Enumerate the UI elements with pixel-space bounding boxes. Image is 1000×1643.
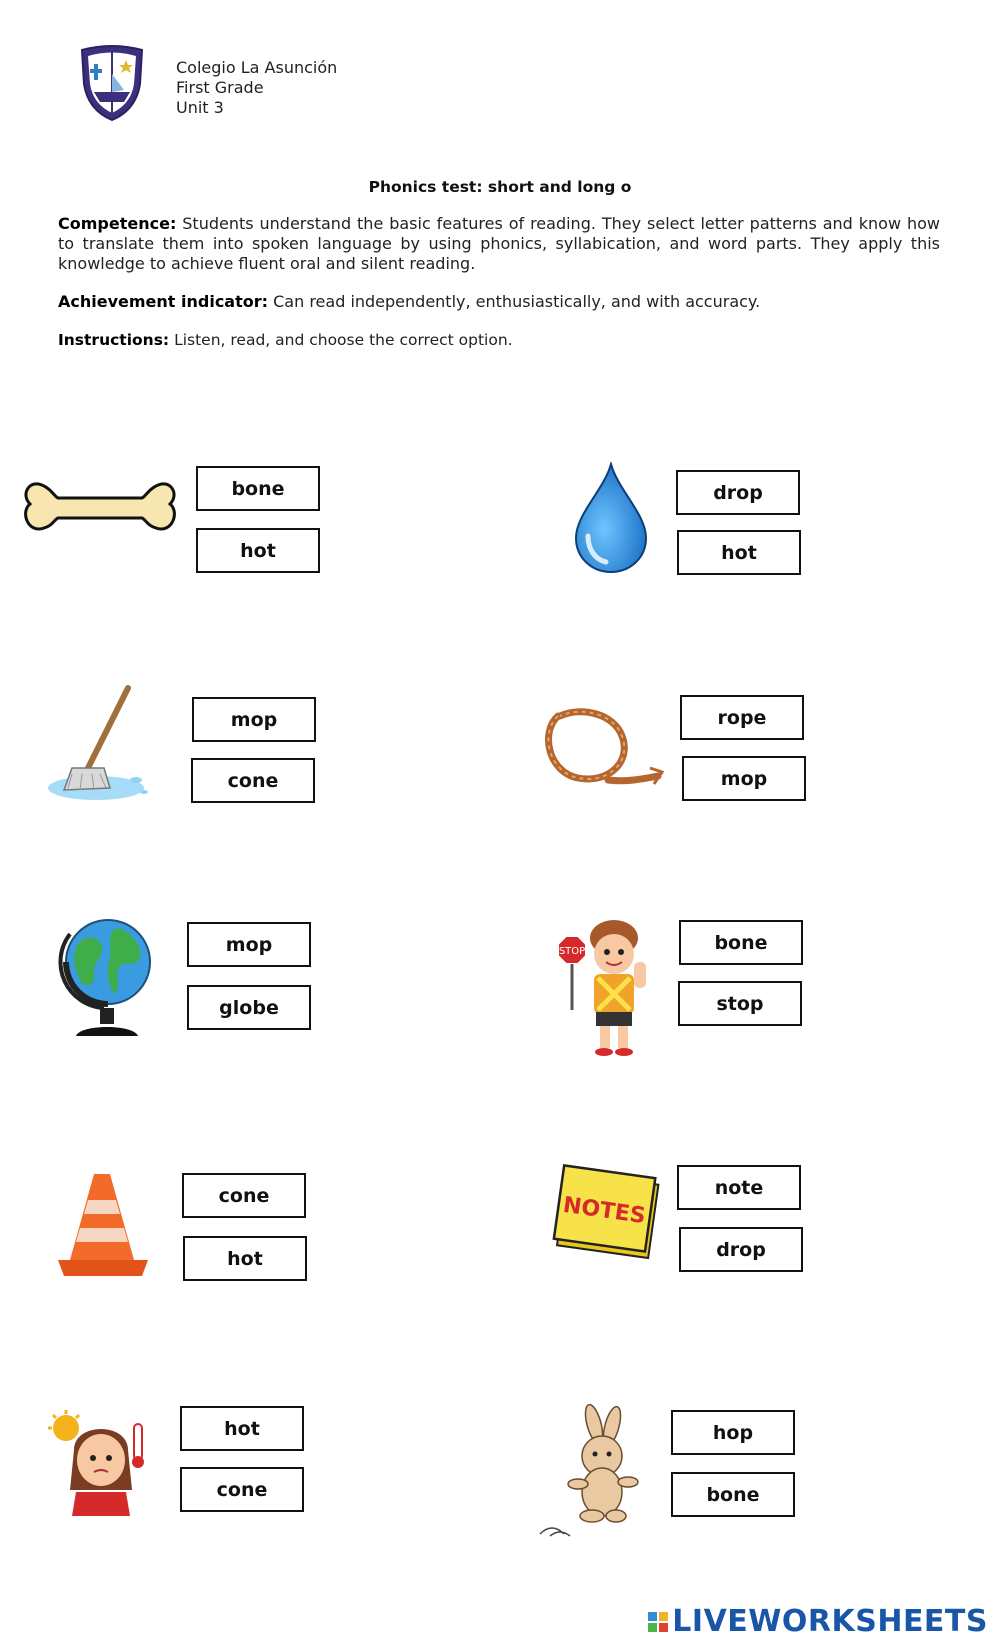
option-box[interactable]: bone [671, 1472, 795, 1517]
achievement-text: Can read independently, enthusiastically, and with accuracy. [268, 292, 761, 311]
option-box[interactable]: rope [680, 695, 804, 740]
instructions-label: Instructions: [58, 331, 170, 349]
option-box[interactable]: hot [183, 1236, 307, 1281]
option-box[interactable]: drop [676, 470, 800, 515]
liveworksheets-logo-icon [648, 1612, 668, 1632]
hopping-rabbit-icon [538, 1404, 648, 1540]
option-box[interactable]: mop [682, 756, 806, 801]
hot-girl-icon [48, 1410, 156, 1520]
achievement-paragraph [58, 292, 940, 312]
instructions-text: Listen, read, and choose the correct option. [169, 331, 513, 349]
option-box[interactable]: hot [180, 1406, 304, 1451]
stop-boy-icon [548, 918, 658, 1058]
stop-sign-text: STOP [558, 946, 586, 957]
competence-paragraph [58, 214, 940, 274]
school-crest-logo [78, 44, 146, 122]
option-box[interactable]: hot [677, 530, 801, 575]
competence-label: Competence: [58, 214, 177, 233]
notes-pad-text: NOTES [561, 1192, 648, 1230]
option-box[interactable]: cone [191, 758, 315, 803]
option-box[interactable]: bone [196, 466, 320, 511]
traffic-cone-icon [56, 1170, 150, 1280]
option-box[interactable]: note [677, 1165, 801, 1210]
competence-text: Students understand the basic features of reading. They select letter patterns and know how to translate them into spoken language by using phonics, syllabication, and word parts. They apply this knowledge to achieve fluent oral and silent reading. [58, 214, 940, 273]
water-drop-icon [572, 462, 650, 574]
globe-icon [56, 904, 156, 1040]
achievement-label: Achievement indicator: [58, 292, 269, 311]
option-box[interactable]: globe [187, 985, 311, 1030]
page-title: Phonics test: short and long o [368, 178, 632, 196]
school-name: Colegio La Asunción [176, 58, 338, 77]
grade-label: First Grade [176, 78, 264, 97]
option-box[interactable]: cone [182, 1173, 306, 1218]
option-box[interactable]: mop [187, 922, 311, 967]
option-box[interactable]: hop [671, 1410, 795, 1455]
mop-icon [44, 684, 154, 808]
unit-label: Unit 3 [176, 98, 224, 117]
notes-icon [552, 1160, 664, 1266]
option-box[interactable]: hot [196, 528, 320, 573]
bone-icon [22, 476, 178, 546]
option-box[interactable]: stop [678, 981, 802, 1026]
option-box[interactable]: drop [679, 1227, 803, 1272]
liveworksheets-brand [648, 1604, 988, 1639]
brand-text: LIVEWORKSHEETS [672, 1604, 988, 1639]
option-box[interactable]: cone [180, 1467, 304, 1512]
rope-icon [538, 702, 666, 792]
option-box[interactable]: bone [679, 920, 803, 965]
option-box[interactable]: mop [192, 697, 316, 742]
instructions-paragraph [58, 330, 940, 350]
school-info [176, 58, 337, 118]
